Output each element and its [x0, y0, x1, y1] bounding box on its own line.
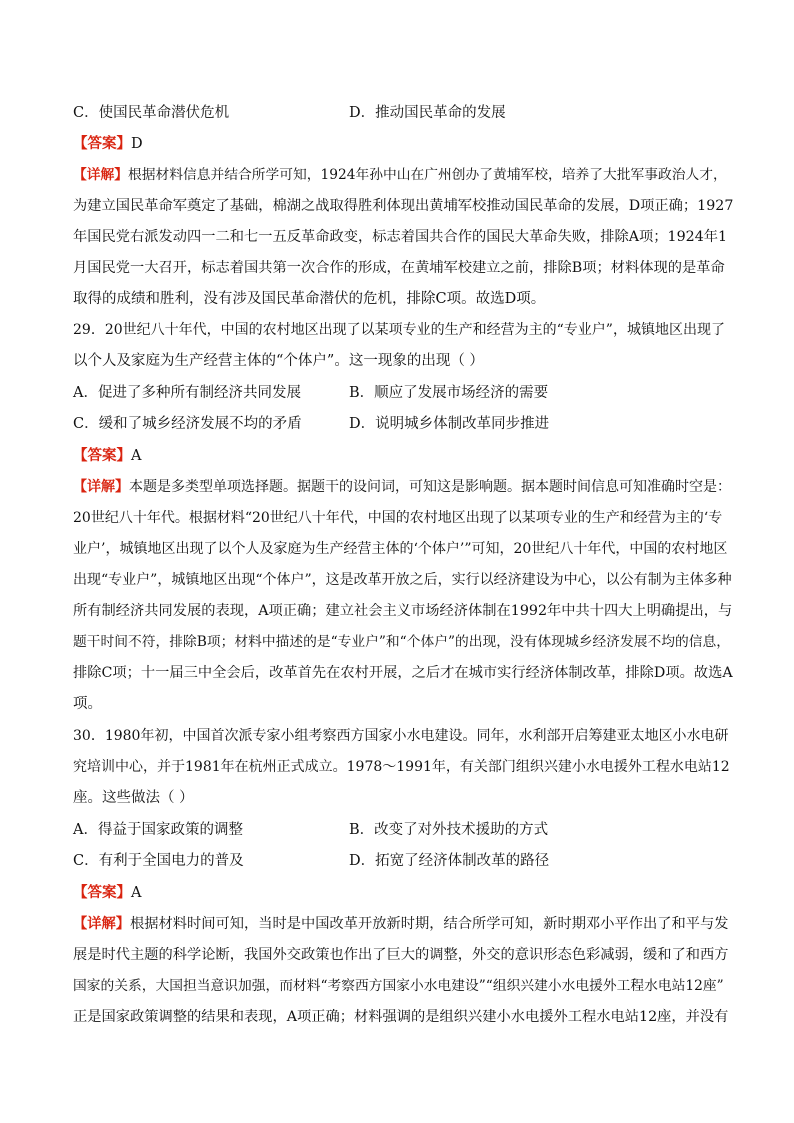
q29-stem-line-1: 29．20世纪八十年代，中国的农村地区出现了以某项专业的生产和经营为主的“专业户”，城镇地区出现了 [73, 322, 725, 338]
q28-option-c: C．使国民革命潜伏危机 [73, 105, 230, 121]
q28-detail-line-2: 为建立国民革命军奠定了基础，棉湖之战取得胜利体现出黄埔军校推动国民革命的发展，D项正确；1927 [73, 198, 734, 214]
q29-detail-line-3: 业户’，城镇地区出现了以个人及家庭为生产经营主体的‘个体户’”可知，20世纪八十年代，中国的农村地区 [73, 541, 728, 557]
answer-label: 【答案】 [73, 447, 131, 464]
q29-detail-line-1 [73, 477, 733, 497]
q30-option-d: D．拓宽了经济体制改革的路径 [349, 853, 550, 869]
q30-stem-line-1: 30．1980年初，中国首次派专家小组考察西方国家小水电建设。同年，水利部开启筹建亚太地区小水电研 [73, 728, 729, 744]
answer-value: A [131, 885, 142, 901]
q29-detail-line-8: 项。 [73, 696, 102, 712]
q30-option-c: C．有利于全国电力的普及 [73, 853, 244, 869]
q29-option-a: A．促进了多种所有制经济共同发展 [73, 385, 301, 401]
q29-answer [73, 446, 733, 466]
detail-text: 根据材料信息并结合所学可知，1924年孙中山在广州创办了黄埔军校，培养了大批军事政治人才， [128, 167, 727, 183]
q30-detail-line-1 [73, 914, 733, 934]
q30-stem-line-2: 究培训中心，并于1981年在杭州正式成立。1978～1991年，有关部门组织兴建小水电援外工程水电站12 [73, 759, 730, 775]
answer-label: 【答案】 [73, 135, 131, 152]
q30-option-b: B．改变了对外技术援助的方式 [349, 822, 549, 838]
answer-value: A [131, 448, 142, 464]
answer-label: 【答案】 [73, 884, 131, 901]
q28-detail-line-5: 取得的成绩和胜利，没有涉及国民革命潜伏的危机，排除C项。故选D项。 [73, 291, 546, 307]
q30-detail-line-3: 国家的关系，大国担当意识加强，而材料“考察西方国家小水电建设”“组织兴建小水电援外工程水电站12座” [73, 978, 724, 994]
q30-option-a: A．得益于国家政策的调整 [73, 822, 243, 838]
detail-text: 本题是多类型单项选择题。据题干的设问词，可知这是影响题。据本题时间信息可知准确时空是： [129, 479, 731, 495]
q30-detail-line-4: 正是国家政策调整的结果和表现，A项正确；材料强调的是组织兴建小水电援外工程水电站12座，并没有 [73, 1009, 729, 1025]
q29-option-b: B．顺应了发展市场经济的需要 [349, 385, 549, 401]
q29-detail-line-6: 题干时间不符，排除B项；材料中描述的是“专业户”和“个体户”的出现，没有体现城乡经济发展不均的信息， [73, 634, 730, 650]
q30-detail-line-2: 展是时代主题的科学论断，我国外交政策也作出了巨大的调整，外交的意识形态色彩减弱，缓和了和西方 [73, 947, 729, 963]
q29-stem-line-2: 以个人及家庭为生产经营主体的“个体户”。这一现象的出现（ ） [73, 353, 484, 369]
q28-answer [73, 134, 733, 154]
q29-detail-line-7: 排除C项；十一届三中全会后，改革首先在农村开展，之后才在城市实行经济体制改革，排除D项。故选A [73, 665, 733, 681]
q30-stem-line-3: 座。这些做法（ ） [73, 790, 194, 806]
q29-option-d: D．说明城乡体制改革同步推进 [349, 416, 550, 432]
detail-text: 根据材料时间可知，当时是中国改革开放新时期，结合所学可知，新时期邓小平作出了和平与发 [130, 916, 729, 932]
q28-option-d: D．推动国民革命的发展 [349, 105, 506, 121]
detail-label: 【详解】 [73, 167, 129, 183]
answer-value: D [131, 136, 143, 152]
q28-detail-line-3: 年国民党右派发动四一二和七一五反革命政变，标志着国共合作的国民大革命失败，排除A项；1924年1 [73, 229, 728, 245]
detail-label: 【详解】 [73, 479, 129, 495]
q29-detail-line-5: 所有制经济共同发展的表现，A项正确；建立社会主义市场经济体制在1992年中共十四大上明确提出，与 [73, 603, 733, 619]
q29-detail-line-4: 出现“专业户”，城镇地区出现“个体户”，这是改革开放之后，实行以经济建设为中心，以公有制为主体多种 [73, 572, 732, 588]
q30-answer [73, 883, 733, 903]
q29-option-c: C．缓和了城乡经济发展不均的矛盾 [73, 416, 302, 432]
q29-detail-line-2: 20世纪八十年代。根据材料“20世纪八十年代，中国的农村地区出现了以某项专业的生产和经营为主的‘专 [73, 510, 723, 526]
q28-detail-line-4: 月国民党一大召开，标志着国共第一次合作的形成，在黄埔军校建立之前，排除B项；材料体现的是革命 [73, 260, 725, 276]
q28-detail-line-1 [73, 165, 733, 185]
detail-label: 【详解】 [73, 916, 131, 932]
